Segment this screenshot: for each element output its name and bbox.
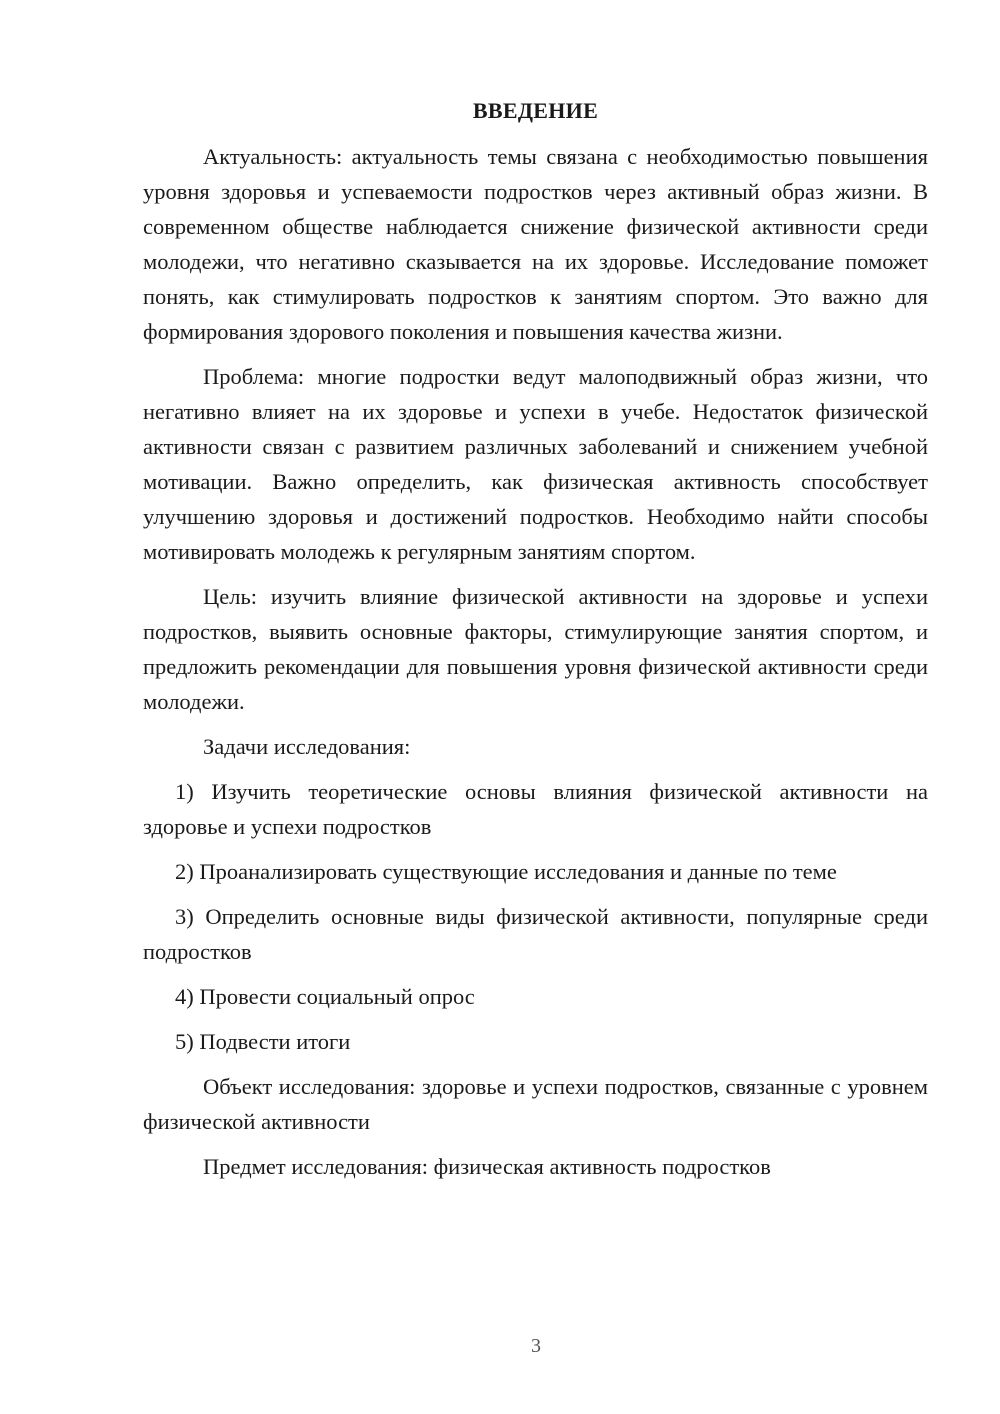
tasks-title: Задачи исследования: [203,734,411,759]
section-heading: ВВЕДЕНИЕ [472,98,599,123]
task-item-1: 1) Изучить теоретические основы влияния физической активности на здоровье и успехи подростков [143,779,928,839]
task-item-2: 2) Проанализировать существующие исследования и данные по теме [175,859,837,884]
task-item-3: 3) Определить основные виды физической активности, популярные среди подростков [143,904,928,964]
object-paragraph: Объект исследования: здоровье и успехи подростков, связанные с уровнем физической активности [143,1074,928,1134]
relevance-paragraph: Актуальность: актуальность темы связана с необходимостью повышения уровня здоровья и успеваемости подростков через активный образ жизни. В современном обществе наблюдается снижение физической активности среди молодежи, что негативно сказывается на их здоровье. Исследование поможет понять, как стимулировать подростков к занятиям спортом. Это важно для формирования здорового поколения и повышения качества жизни. [143,144,928,344]
page-content [143,95,928,1194]
goal-paragraph: Цель: изучить влияние физической активности на здоровье и успехи подростков, выявить основные факторы, стимулирующие занятия спортом, и предложить рекомендации для повышения уровня физической активности среди молодежи. [143,584,928,714]
problem-paragraph: Проблема: многие подростки ведут малоподвижный образ жизни, что негативно влияет на их здоровье и успехи в учебе. Недостаток физической активности связан с развитием различных заболеваний и снижением учебной мотивации. Важно определить, как физическая активность способствует улучшению здоровья и достижений подростков. Необходимо найти способы мотивировать молодежь к регулярным занятиям спортом. [143,364,928,564]
page-number: 3 [531,1335,541,1357]
task-item-4: 4) Провести социальный опрос [175,984,475,1009]
subject-paragraph: Предмет исследования: физическая активность подростков [203,1154,771,1179]
task-item-5: 5) Подвести итоги [175,1029,351,1054]
